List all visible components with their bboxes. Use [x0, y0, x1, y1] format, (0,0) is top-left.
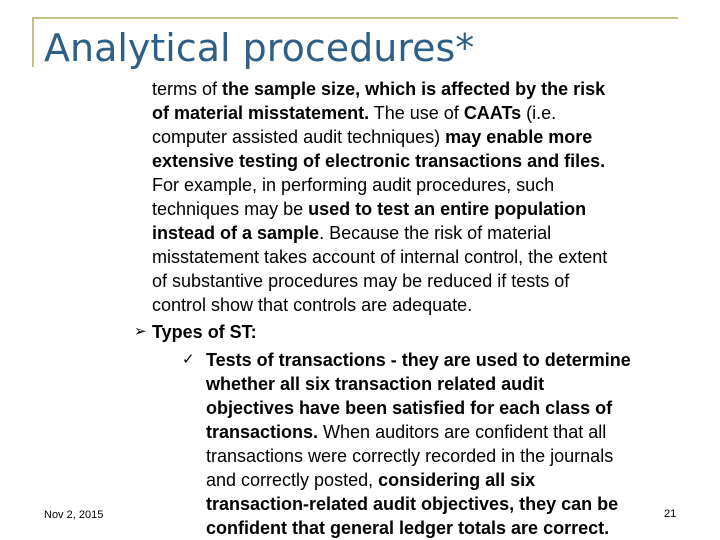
- text-run: transaction-related audit objectives, they can be: [206, 494, 619, 514]
- text-run: Tests of transactions - they are used to determine: [206, 350, 631, 370]
- text-run: transactions.: [206, 422, 319, 442]
- text-run: transactions were correctly recorded in the journals: [206, 446, 614, 466]
- text-run: computer assisted audit techniques): [152, 127, 446, 147]
- text-run: of material misstatement.: [152, 103, 370, 123]
- text-run: considering all six: [378, 470, 536, 490]
- bullet-heading-types-of-st: Types of ST:: [152, 322, 257, 342]
- paragraph-line: [152, 149, 692, 173]
- sub-bullet-tests-of-transactions: [206, 348, 706, 540]
- paragraph-line: [152, 221, 692, 245]
- sub-bullet-line: [206, 492, 706, 516]
- paragraph-line: [152, 77, 692, 101]
- text-run: and correctly posted,: [206, 470, 379, 490]
- page-number: 21: [664, 508, 677, 520]
- text-run: used to test an entire population: [308, 199, 587, 219]
- text-run: misstatement takes account of internal control, the extent: [152, 247, 608, 267]
- sub-bullet-line: [206, 396, 706, 420]
- text-run: whether all six transaction related audit: [206, 374, 545, 394]
- sub-bullet-line: [206, 444, 706, 468]
- paragraph-line: [152, 197, 692, 221]
- sub-bullet-line: [206, 516, 706, 540]
- text-run: When auditors are confident that all: [318, 422, 607, 442]
- text-run: . Because the risk of material: [319, 223, 552, 243]
- footer-date: Nov 2, 2015: [44, 509, 104, 521]
- paragraph-line: [152, 125, 692, 149]
- sub-bullet-line: [206, 348, 706, 372]
- text-run: confident that general ledger totals are correct.: [206, 518, 610, 538]
- text-run: (i.e.: [521, 103, 557, 123]
- title-frame-left-border: [32, 17, 34, 67]
- paragraph-line: [152, 293, 692, 317]
- text-run: instead of a sample: [152, 223, 320, 243]
- text-run: the sample size, which is affected by the risk: [222, 79, 606, 99]
- title-frame-top-border: [32, 17, 678, 19]
- text-run: For example, in performing audit procedures, such: [152, 175, 555, 195]
- paragraph-line: [152, 101, 692, 125]
- paragraph-line: [152, 269, 692, 293]
- text-run: control show that controls are adequate.: [152, 295, 473, 315]
- text-run: CAATs: [463, 103, 522, 123]
- text-run: The use of: [369, 103, 464, 123]
- text-run: terms of: [152, 79, 223, 99]
- text-run: of substantive procedures may be reduced if tests of: [152, 271, 570, 291]
- arrow-bullet-icon: ➢: [134, 323, 147, 340]
- text-run: may enable more: [445, 127, 593, 147]
- paragraph-line: [152, 245, 692, 269]
- text-run: objectives have been satisfied for each class of: [206, 398, 613, 418]
- checkmark-bullet-icon: ✓: [182, 351, 195, 368]
- body-paragraph: [152, 77, 692, 317]
- sub-bullet-line: [206, 468, 706, 492]
- sub-bullet-line: [206, 420, 706, 444]
- sub-bullet-line: [206, 372, 706, 396]
- text-run: techniques may be: [152, 199, 309, 219]
- paragraph-line: [152, 173, 692, 197]
- slide-title: Analytical procedures*: [44, 26, 475, 70]
- text-run: extensive testing of electronic transactions and files.: [152, 151, 606, 171]
